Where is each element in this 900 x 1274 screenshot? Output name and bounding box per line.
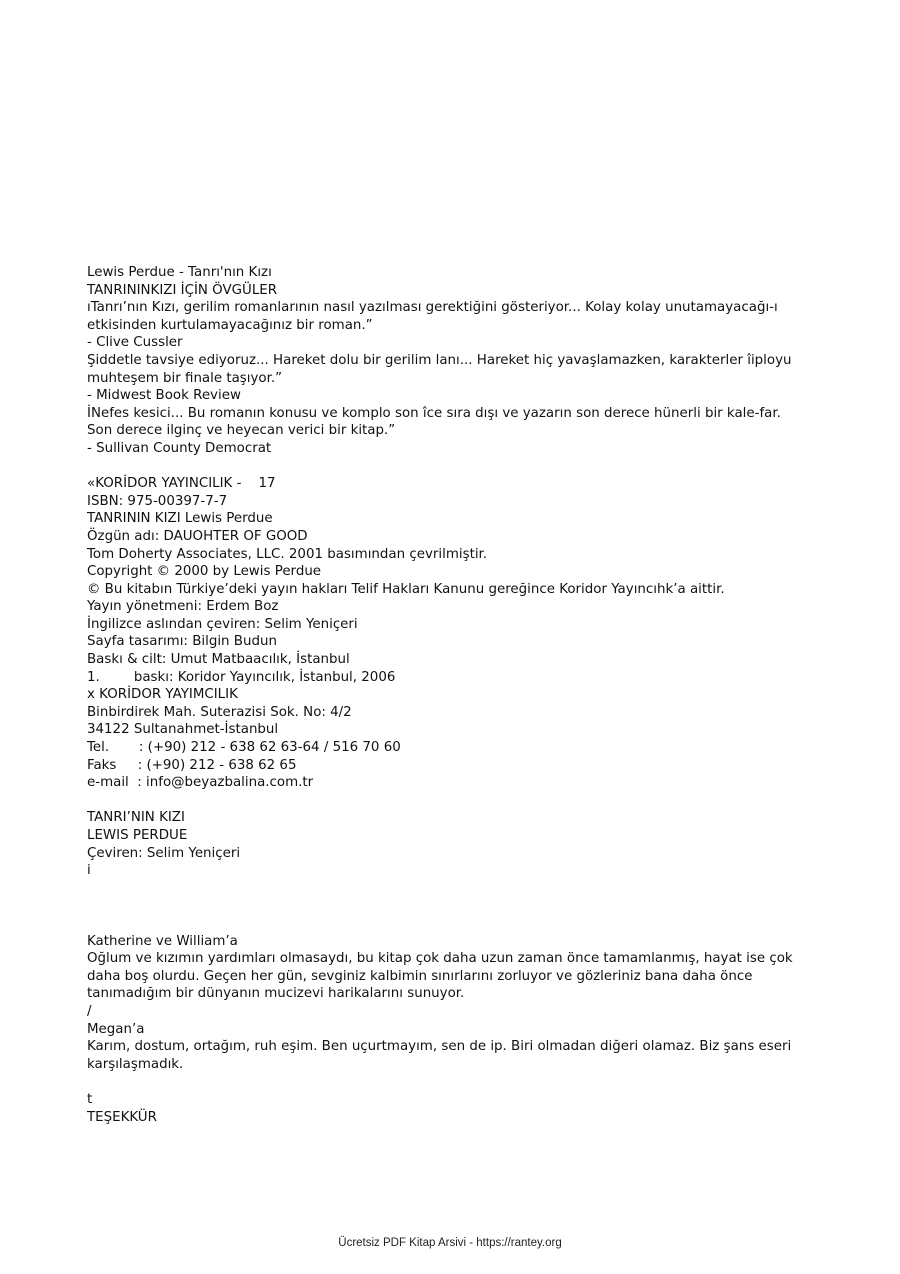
praise-quote-line: İNefes kesici... Bu romanın konusu ve komplo son îce sıra dışı ve yazarın son derece hünerli bir kale-far. xyxy=(87,405,781,421)
spacer xyxy=(87,1073,827,1091)
imprint-line: Tel. : (+90) 212 - 638 62 63-64 / 516 70 60 xyxy=(87,740,401,756)
praise-attribution: - Midwest Book Review xyxy=(87,388,241,404)
imprint-line: 34122 Sultanahmet-İstanbul xyxy=(87,722,279,738)
imprint-line: 1. baskı: Koridor Yayıncılık, İstanbul, 2006 xyxy=(87,669,396,685)
dedication-heading: Katherine ve William’a xyxy=(87,933,238,949)
imprint-line: İngilizce aslından çeviren: Selim Yeniçeri xyxy=(87,616,358,632)
imprint-line: Yayın yönetmeni: Erdem Boz xyxy=(87,599,279,615)
imprint-line: TANRININ KIZI Lewis Perdue xyxy=(87,511,273,527)
section-marker: t xyxy=(87,1091,93,1107)
title-block-line: TANRI’NIN KIZI xyxy=(87,810,185,826)
imprint-line: Sayfa tasarımı: Bilgin Budun xyxy=(87,634,277,650)
acknowledgements-heading: TEŞEKKÜR xyxy=(87,1109,157,1125)
spacer xyxy=(87,880,827,933)
praise-attribution: - Sullivan County Democrat xyxy=(87,440,272,456)
imprint-line: Özgün adı: DAUOHTER OF GOOD xyxy=(87,528,308,544)
imprint-line: © Bu kitabın Türkiye’deki yayın hakları Telif Hakları Kanunu gereğince Koridor Yayıncıhk’a aittir. xyxy=(87,581,725,597)
praise-quote-line: etkisinden kurtulamayacağınız bir roman.” xyxy=(87,317,373,333)
imprint-line: Binbirdirek Mah. Suterazisi Sok. No: 4/2 xyxy=(87,704,352,720)
praise-attribution: - Clive Cussler xyxy=(87,335,183,351)
dedication-text-line: tanımadığım bir dünyanın mucizevi harikalarını sunuyor. xyxy=(87,986,465,1002)
spacer xyxy=(87,792,827,810)
dedication-text-line: Karım, dostum, ortağım, ruh eşim. Ben uçurtmayım, sen de ip. Biri olmadan diğeri olamaz. Biz şans eseri xyxy=(87,1039,792,1055)
dedication-text-line: daha boş olurdu. Geçen her gün, sevginiz kalbimin sınırlarını zorluyor ve gözleriniz bana daha önce xyxy=(87,968,753,984)
praise-heading: TANRININKIZI İÇİN ÖVGÜLER xyxy=(87,282,278,298)
imprint-line: ISBN: 975-00397-7-7 xyxy=(87,493,228,509)
imprint-line: Baskı & cilt: Umut Matbaacılık, İstanbul xyxy=(87,652,350,668)
imprint-line: Tom Doherty Associates, LLC. 2001 basımından çevrilmiştir. xyxy=(87,546,488,562)
imprint-line: e-mail : info@beyazbalina.com.tr xyxy=(87,775,314,791)
title-block-line: i xyxy=(87,863,91,879)
imprint-line: x KORİDOR YAYIMCILIK xyxy=(87,687,238,703)
imprint-line: «KORİDOR YAYINCILIK - 17 xyxy=(87,476,276,492)
footer-source-note: Ücretsiz PDF Kitap Arsivi - https://rantey.org xyxy=(338,1237,562,1249)
praise-quote-line: Son derece ilginç ve heyecan verici bir kitap.” xyxy=(87,423,396,439)
page-body xyxy=(87,264,827,1126)
dedication-separator: / xyxy=(87,1003,92,1019)
book-title-line: Lewis Perdue - Tanrı'nın Kızı xyxy=(87,265,272,280)
dedication-heading: Megan’a xyxy=(87,1021,145,1037)
imprint-line: Faks : (+90) 212 - 638 62 65 xyxy=(87,757,297,773)
spacer xyxy=(87,458,827,476)
dedication-text-line: karşılaşmadık. xyxy=(87,1056,184,1072)
title-block-line: Çeviren: Selim Yeniçeri xyxy=(87,845,241,861)
imprint-line: Copyright © 2000 by Lewis Perdue xyxy=(87,564,322,580)
praise-quote-line: Şiddetle tavsiye ediyoruz... Hareket dolu bir gerilim lanı... Hareket hiç yavaşlamazken, karakterler îiployu xyxy=(87,352,792,368)
praise-quote-line: ıTanrı’nın Kızı, gerilim romanlarının nasıl yazılması gerektiğini gösteriyor... Kolay kolay unutamayacağı-ı xyxy=(87,300,778,316)
title-block-line: LEWIS PERDUE xyxy=(87,828,188,843)
dedication-text-line: Oğlum ve kızımın yardımları olmasaydı, bu kitap çok daha uzun zaman önce tamamlanmış, hayat ise çok xyxy=(87,951,793,967)
praise-quote-line: muhteşem bir finale taşıyor.” xyxy=(87,370,283,386)
